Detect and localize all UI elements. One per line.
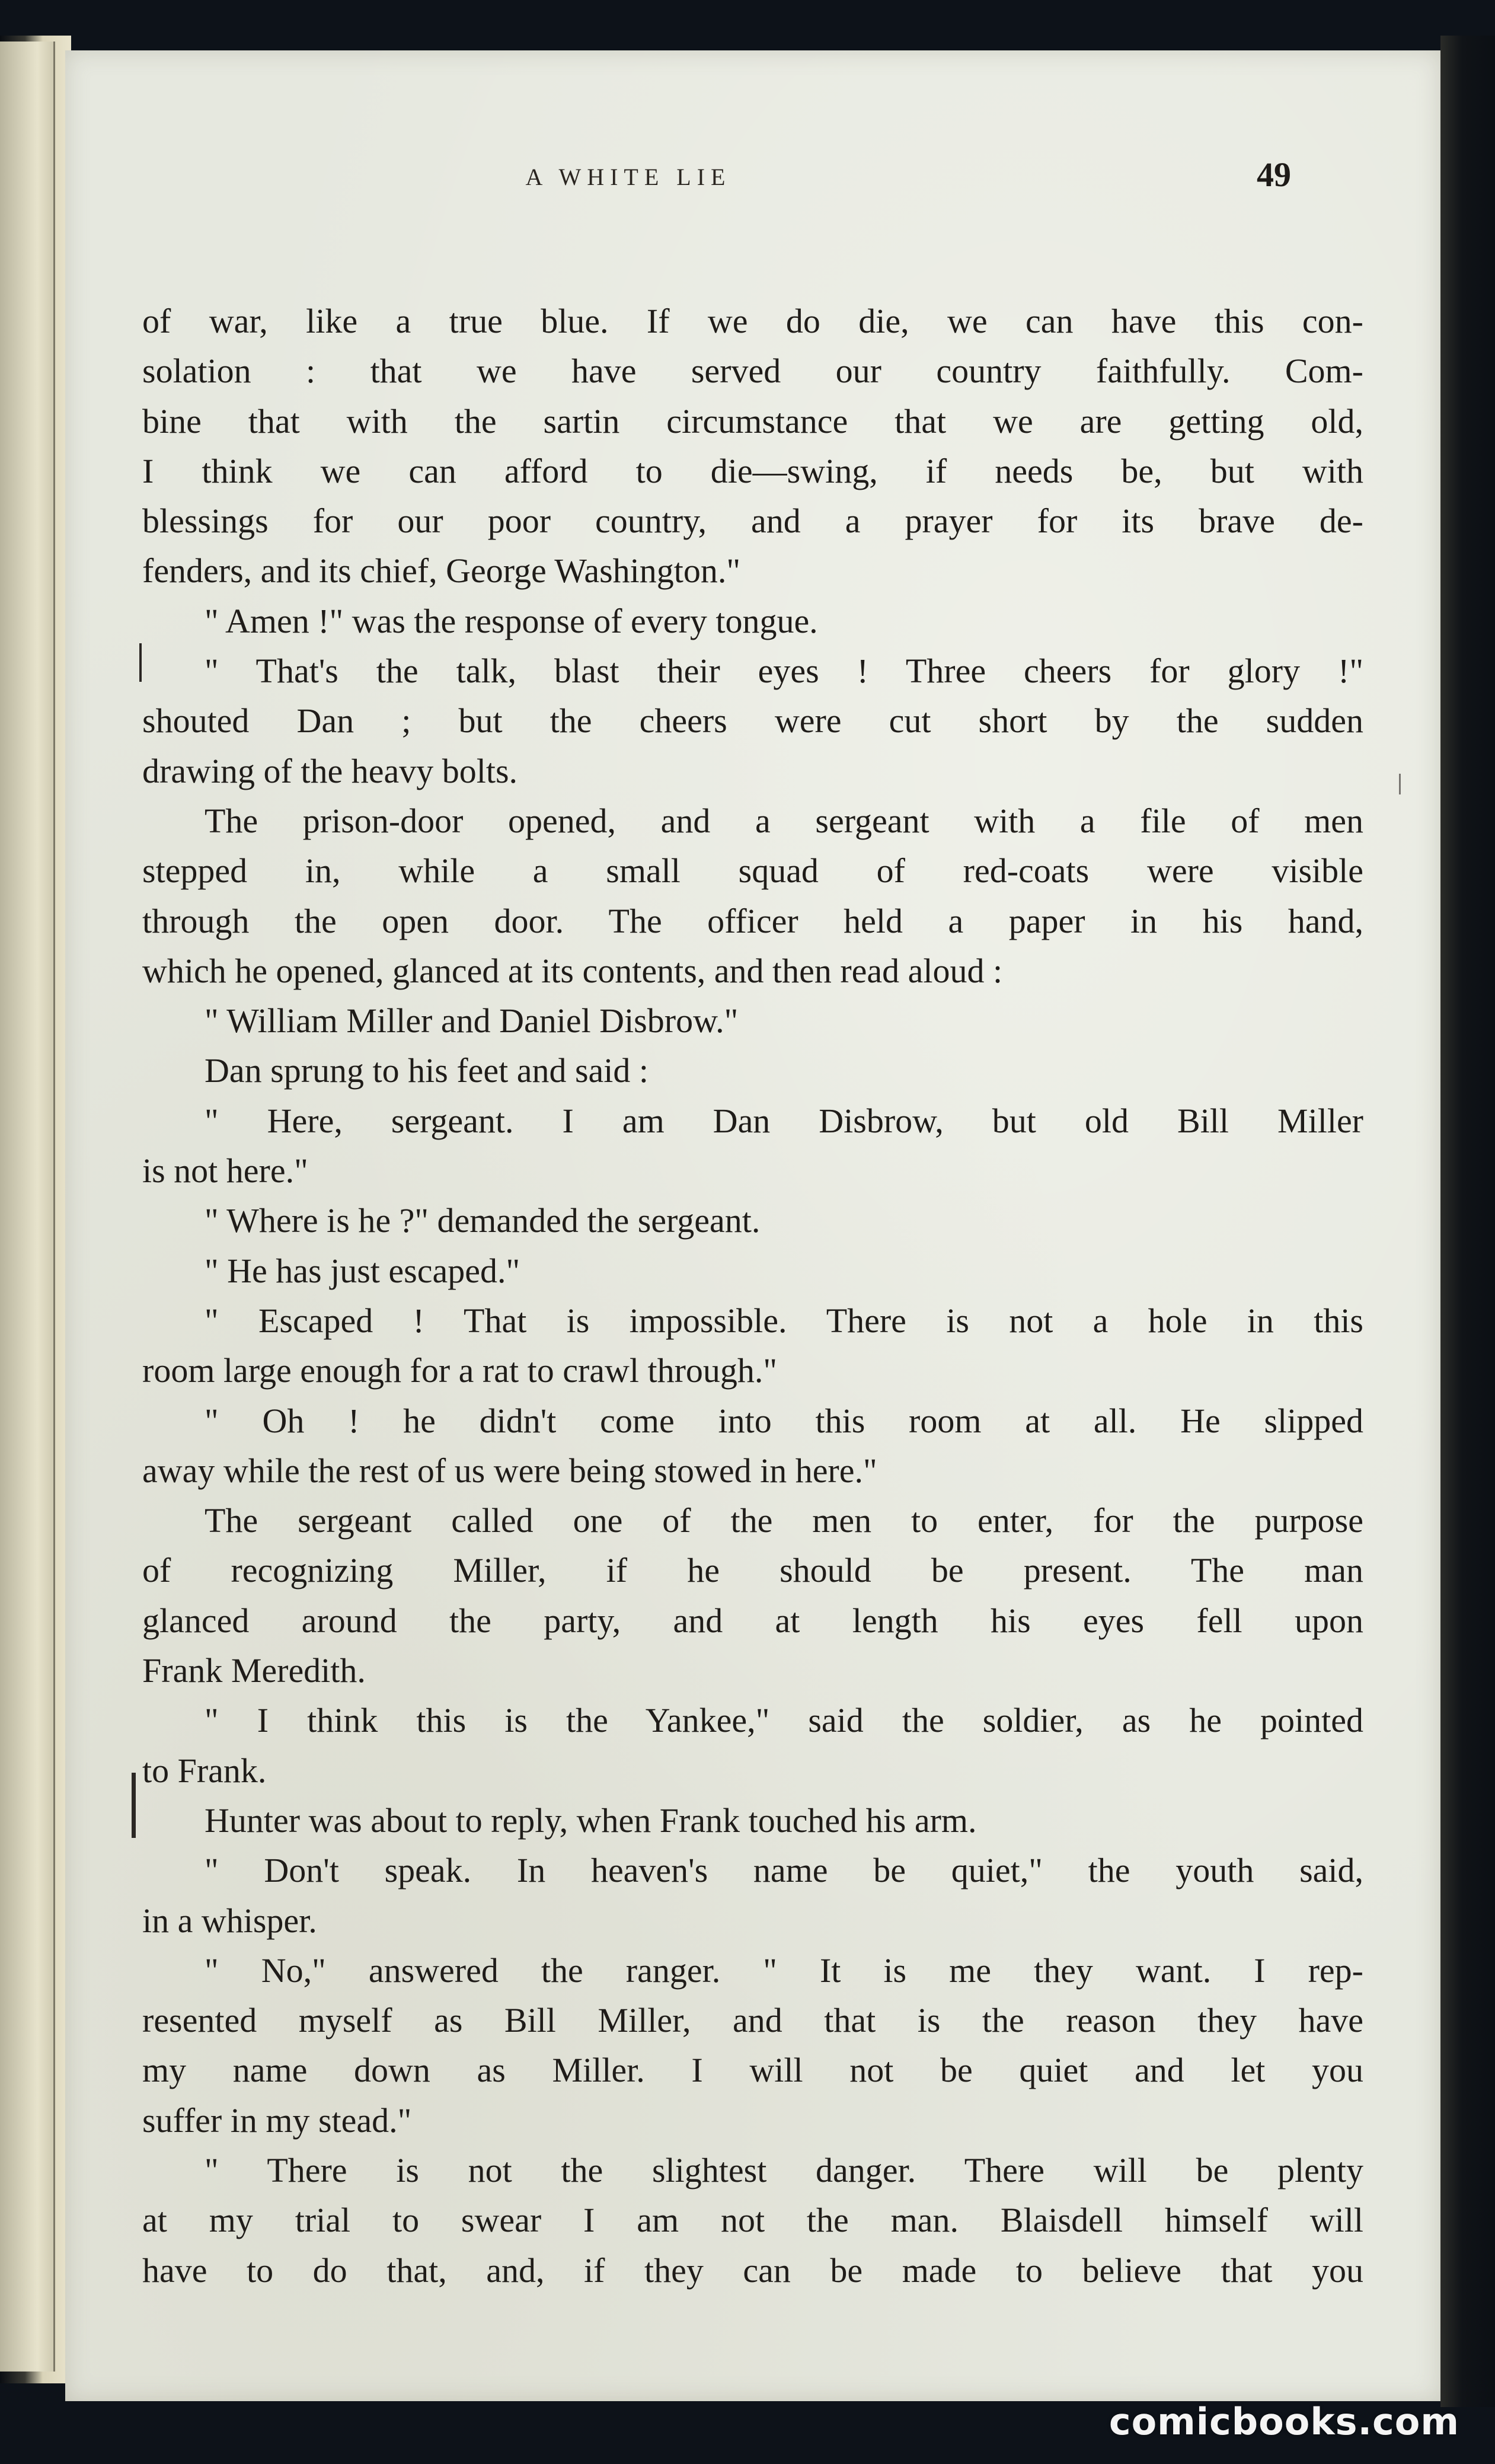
text-line: of war, like a true blue. If we do die, we can have this con- — [142, 302, 1363, 340]
text-line: resented myself as Bill Miller, and that is the reason they have — [142, 2001, 1363, 2040]
text-line: my name down as Miller. I will not be quiet and let you — [142, 2051, 1363, 2090]
text-line: Hunter was about to reply, when Frank touched his arm. — [205, 1801, 977, 1840]
text-line: blessings for our poor country, and a prayer for its brave de- — [142, 502, 1363, 541]
text-line: which he opened, glanced at its contents, and then read aloud : — [142, 951, 1003, 990]
text-line: suffer in my stead." — [142, 2101, 412, 2140]
body-text — [142, 296, 1363, 2296]
text-line: shouted Dan ; but the cheers were cut short by the sudden — [142, 701, 1363, 741]
text-line: fenders, and its chief, George Washington." — [142, 551, 741, 591]
text-line: The sergeant called one of the men to enter, for the purpose — [205, 1501, 1363, 1540]
text-line: have to do that, and, if they can be made to believe that you — [142, 2251, 1363, 2290]
text-line: in a whisper. — [142, 1901, 317, 1940]
text-line: The prison-door opened, and a sergeant with a file of men — [205, 801, 1363, 840]
text-line: Dan sprung to his feet and said : — [205, 1051, 649, 1090]
text-line: " There is not the slightest danger. There will be plenty — [205, 2150, 1363, 2189]
page-number: 49 — [1257, 155, 1291, 194]
text-line: through the open door. The officer held a paper in his hand, — [142, 901, 1363, 940]
text-line: room large enough for a rat to crawl through." — [142, 1351, 778, 1390]
text-line: solation : that we have served our country faithfully. Com- — [142, 352, 1363, 391]
text-line: " That's the talk, blast their eyes ! Three cheers for glory !" — [205, 652, 1363, 691]
text-line: Frank Meredith. — [142, 1651, 366, 1690]
text-line: bine that with the sartin circumstance that we are getting old, — [142, 401, 1363, 441]
text-line: glanced around the party, and at length his eyes fell upon — [142, 1601, 1363, 1640]
running-header — [65, 155, 1440, 216]
text-line: to Frank. — [142, 1751, 267, 1790]
text-line: stepped in, while a small squad of red-coats were visible — [142, 851, 1363, 891]
text-line: " Here, sergeant. I am Dan Disbrow, but old Bill Miller — [205, 1101, 1363, 1140]
text-line: " Where is he ?" demanded the sergeant. — [205, 1201, 761, 1240]
text-line: " Amen !" was the response of every tongue. — [205, 601, 818, 640]
book-page — [65, 50, 1440, 2401]
watermark-logo: comicbooks.com — [1109, 2400, 1459, 2443]
text-line: " No," answered the ranger. " It is me they want. I rep- — [205, 1951, 1363, 1990]
margin-pencil-mark — [139, 643, 142, 682]
running-title: A WHITE LIE — [525, 164, 731, 190]
text-line: " Escaped ! That is impossible. There is not a hole in this — [205, 1301, 1363, 1340]
text-line: at my trial to swear I am not the man. Blaisdell himself will — [142, 2201, 1363, 2240]
margin-pencil-mark — [1399, 774, 1401, 794]
text-line: " William Miller and Daniel Disbrow." — [205, 1001, 739, 1041]
text-line: of recognizing Miller, if he should be present. The man — [142, 1551, 1363, 1590]
text-line: I think we can afford to die—swing, if needs be, but with — [142, 451, 1363, 490]
text-line: " He has just escaped." — [205, 1251, 520, 1290]
text-line: away while the rest of us were being stowed in here." — [142, 1451, 877, 1490]
scan-background-edge — [1440, 36, 1495, 2407]
margin-pencil-mark — [132, 1773, 136, 1838]
text-line: drawing of the heavy bolts. — [142, 751, 518, 790]
text-line: " Oh ! he didn't come into this room at all. He slipped — [205, 1401, 1363, 1440]
facing-page-edge — [0, 42, 55, 2372]
text-line: is not here." — [142, 1151, 308, 1190]
text-line: " I think this is the Yankee," said the soldier, as he pointed — [205, 1701, 1363, 1740]
text-line: " Don't speak. In heaven's name be quiet," the youth said, — [205, 1851, 1363, 1890]
